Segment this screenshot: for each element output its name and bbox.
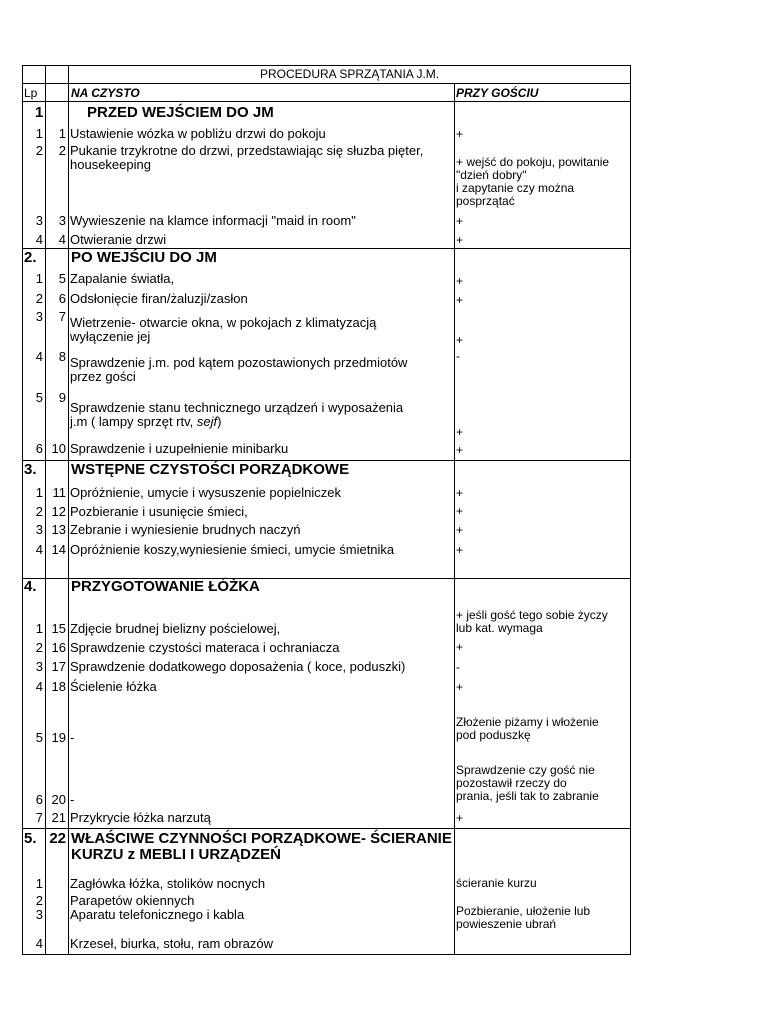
- row-guest-note: +: [456, 214, 464, 228]
- row-number: 21: [51, 810, 66, 825]
- row-number: 1: [58, 126, 66, 141]
- row-task: j.m ( lampy sprzęt rtv, sejf): [70, 414, 222, 429]
- row-lp: 2: [35, 893, 43, 908]
- row-number: 17: [51, 659, 66, 674]
- row-task: Ustawienie wózka w pobliżu drzwi do pokoju: [70, 126, 326, 141]
- row-guest-note: +: [456, 274, 464, 288]
- row-number: 3: [58, 213, 66, 228]
- row-number: 6: [58, 291, 66, 306]
- row-lp: 4: [35, 542, 43, 557]
- row-task: -: [70, 730, 75, 745]
- row-border: [22, 101, 631, 102]
- row-task: Zagłówka łóżka, stolików nocnych: [70, 876, 266, 891]
- row-task: Zapalanie światła,: [70, 271, 175, 286]
- row-lp: 5: [35, 730, 43, 745]
- row-border: [22, 828, 631, 829]
- row-number: 10: [51, 441, 66, 456]
- row-lp: 3: [35, 309, 43, 324]
- row-guest-note: ścieranie kurzu: [456, 876, 537, 890]
- row-task: Aparatu telefonicznego i kabla: [70, 907, 245, 922]
- row-guest-note: Pozbieranie, ułożenie lub: [456, 904, 591, 918]
- row-task: Zdjęcie brudnej bielizny pościelowej,: [70, 621, 281, 636]
- row-guest-note: prania, jeśli tak to zabranie: [456, 789, 599, 803]
- row-lp: 4: [35, 349, 43, 364]
- section-number: 4.: [24, 578, 37, 595]
- section-number: 1: [35, 104, 44, 121]
- row-lp: 2: [35, 143, 43, 158]
- row-guest-note: -: [456, 660, 460, 674]
- row-lp: 4: [35, 679, 43, 694]
- row-task: -: [70, 792, 75, 807]
- row-task: Krzeseł, biurka, stołu, ram obrazów: [70, 936, 274, 951]
- row-border: [22, 954, 631, 955]
- row-lp: 2: [35, 504, 43, 519]
- row-border: [22, 83, 631, 84]
- row-lp: 2: [35, 291, 43, 306]
- row-guest-note: +: [456, 443, 464, 457]
- row-task: Zebranie i wyniesienie brudnych naczyń: [70, 522, 301, 537]
- row-guest-note: + wejść do pokoju, powitanie: [456, 155, 610, 169]
- row-guest-note: "dzień dobry": [456, 168, 527, 182]
- row-task: Sprawdzenie dodatkowego doposażenia ( koce, poduszki): [70, 659, 406, 674]
- row-lp: 1: [35, 126, 43, 141]
- row-guest-note: + jeśli gość tego sobie życzy: [456, 608, 608, 622]
- row-number: 9: [58, 390, 66, 405]
- row-task: Pozbieranie i usunięcie śmieci,: [70, 504, 248, 519]
- header-lp: Lp: [24, 86, 38, 100]
- row-lp: 3: [35, 522, 43, 537]
- row-guest-note: pod poduszkę: [456, 728, 531, 742]
- row-lp: 5: [35, 390, 43, 405]
- row-guest-note: lub kat. wymaga: [456, 621, 543, 635]
- row-task: Sprawdzenie stanu technicznego urządzeń i wyposażenia: [70, 400, 404, 415]
- column-border: [68, 65, 69, 954]
- row-lp: 2: [35, 640, 43, 655]
- row-guest-note: +: [456, 486, 464, 500]
- row-lp: 1: [35, 876, 43, 891]
- row-guest-note: +: [456, 504, 464, 518]
- row-number: 8: [58, 349, 66, 364]
- row-number: 12: [51, 504, 66, 519]
- row-guest-note: +: [456, 523, 464, 537]
- row-task: Otwieranie drzwi: [70, 232, 167, 247]
- column-border: [454, 83, 455, 954]
- row-guest-note: +: [456, 293, 464, 307]
- section-title: PRZED WEJŚCIEM DO JM: [87, 104, 274, 121]
- row-number: 18: [51, 679, 66, 694]
- row-task: Wietrzenie- otwarcie okna, w pokojach z klimatyzacją: [70, 315, 377, 330]
- row-lp: 6: [35, 441, 43, 456]
- row-task: Sprawdzenie czystości materaca i ochraniacza: [70, 640, 340, 655]
- row-number: 5: [58, 271, 66, 286]
- row-task: Przykrycie łóżka narzutą: [70, 810, 211, 825]
- row-number: 13: [51, 522, 66, 537]
- header-na-czysto: NA CZYSTO: [71, 86, 140, 100]
- header-przy-gosciu: PRZY GOŚCIU: [456, 86, 539, 100]
- page-title: PROCEDURA SPRZĄTANIA J.M.: [260, 67, 440, 81]
- section-title: PRZYGOTOWANIE ŁÓŻKA: [71, 578, 260, 595]
- row-task: Pukanie trzykrotne do drzwi, przedstawiając się słuzba pięter,: [70, 143, 424, 158]
- row-task: housekeeping: [70, 157, 151, 172]
- row-guest-note: +: [456, 680, 464, 694]
- row-guest-note: Złożenie piżamy i włożenie: [456, 715, 599, 729]
- row-lp: 6: [35, 792, 43, 807]
- row-guest-note: i zapytanie czy można: [456, 181, 575, 195]
- row-task: Opróżnienie, umycie i wysuszenie popielniczek: [70, 485, 341, 500]
- row-lp: 3: [35, 213, 43, 228]
- row-task: Sprawdzenie j.m. pod kątem pozostawionych przedmiotów: [70, 355, 408, 370]
- row-lp: 3: [35, 907, 43, 922]
- row-number: 19: [51, 730, 66, 745]
- row-number: 7: [58, 309, 66, 324]
- row-number: 2: [58, 143, 66, 158]
- row-task: Ścielenie łóżka: [70, 679, 157, 694]
- column-border: [45, 65, 46, 954]
- row-task: Odsłonięcie firan/żaluzji/zasłon: [70, 291, 248, 306]
- section-title: PO WEJŚCIU DO JM: [71, 249, 217, 266]
- row-guest-note: +: [456, 425, 464, 439]
- row-number: 14: [51, 542, 66, 557]
- row-guest-note: pozostawił rzeczy do: [456, 776, 567, 790]
- row-task: Parapetów okiennych: [70, 893, 195, 908]
- row-guest-note: +: [456, 811, 464, 825]
- row-number: 4: [58, 232, 66, 247]
- row-lp: 7: [35, 810, 43, 825]
- row-guest-note: -: [456, 349, 460, 363]
- row-task-emphasis: sejf: [196, 414, 218, 429]
- row-number: 11: [52, 485, 66, 500]
- column-border: [22, 65, 23, 954]
- row-guest-note: Sprawdzenie czy gość nie: [456, 763, 595, 777]
- section-index: 22: [49, 830, 66, 847]
- row-guest-note: +: [456, 543, 464, 557]
- column-border: [630, 65, 631, 954]
- section-title: WSTĘPNE CZYSTOŚCI PORZĄDKOWE: [71, 461, 350, 478]
- row-guest-note: powieszenie ubrań: [456, 917, 557, 931]
- row-lp: 3: [35, 659, 43, 674]
- row-guest-note: +: [456, 233, 464, 247]
- row-guest-note: +: [456, 127, 464, 141]
- row-lp: 1: [35, 621, 43, 636]
- row-task: Wywieszenie na klamce informacji "maid in room": [70, 213, 356, 228]
- row-guest-note: posprzątać: [456, 194, 515, 208]
- row-lp: 4: [35, 232, 43, 247]
- row-number: 16: [51, 640, 66, 655]
- section-title-line2: KURZU z MEBLI I URZĄDZEŃ: [71, 846, 281, 863]
- section-number: 3.: [24, 461, 37, 478]
- row-guest-note: +: [456, 333, 464, 347]
- row-border: [22, 65, 631, 66]
- row-task: Sprawdzenie i uzupełnienie minibarku: [70, 441, 289, 456]
- row-lp: 1: [35, 485, 43, 500]
- section-number: 2.: [24, 249, 37, 266]
- section-number: 5.: [24, 830, 37, 847]
- section-title: WŁAŚCIWE CZYNNOŚCI PORZĄDKOWE- ŚCIERANIE: [71, 830, 452, 847]
- row-task: wyłączenie jej: [70, 329, 151, 344]
- row-lp: 1: [35, 271, 43, 286]
- row-guest-note: +: [456, 640, 464, 654]
- row-number: 20: [51, 792, 66, 807]
- row-task: Opróżnienie koszy,wyniesienie śmieci, umycie śmietnika: [70, 542, 395, 557]
- row-task: przez gości: [70, 369, 136, 384]
- row-number: 15: [51, 621, 66, 636]
- row-lp: 4: [35, 936, 43, 951]
